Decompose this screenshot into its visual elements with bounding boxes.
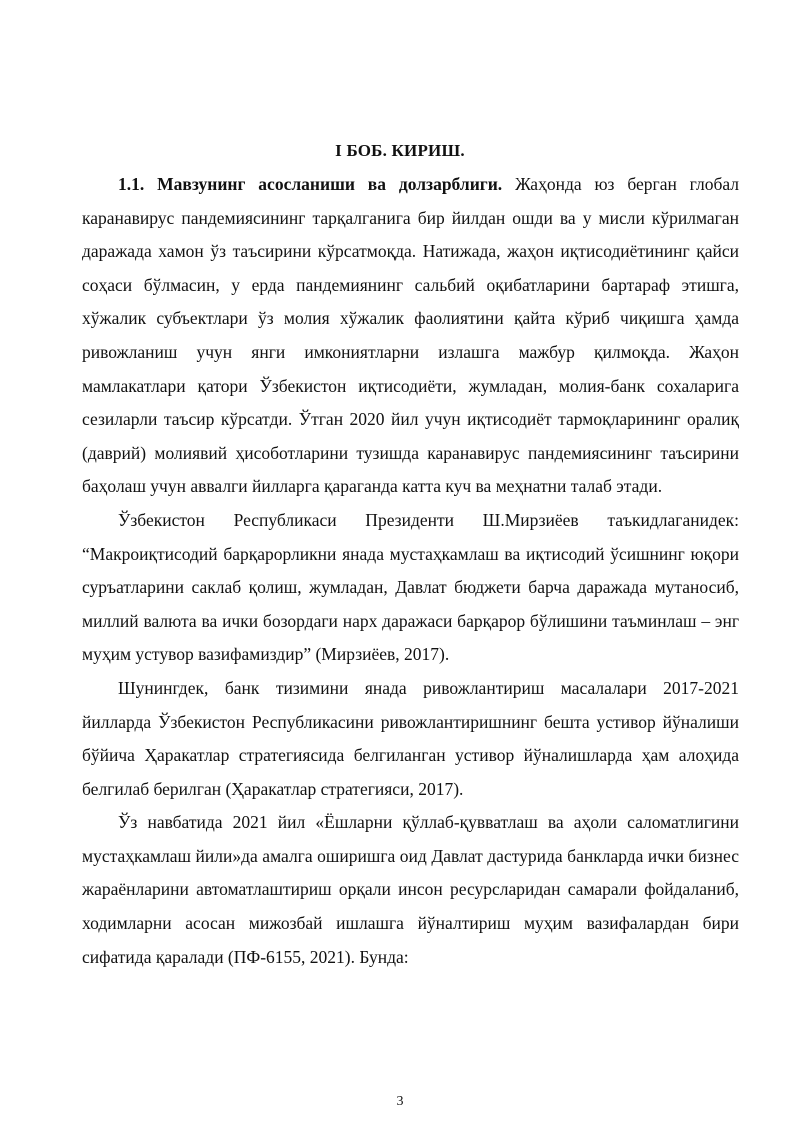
paragraph-1 [82,168,739,504]
paragraph-1-text: Жаҳонда юз берган глобал каранавирус пандемиясининг тарқалганига бир йилдан ошди ва у мисли кўрилмаган даражада хамон ўз таъсирини кўрсатмоқда. Натижада, жаҳон иқтисодиётининг қайси соҳаси бўлмасин, у ерда пандемиянинг сальбий оқибатларини бартараф этишга, хўжалик субъектлари ўз молия хўжалик фаолиятини қайта кўриб чиқишга ҳамда ривожланиш учун янги имкониятларни излашга мажбур қилмоқда. Жаҳон мамлакатлари қатори Ўзбекистон иқтисодиёти, жумладан, молия-банк сохаларига сезиларли таъсир кўрсатди. Ўтган 2020 йил учун иқтисодиёт тармоқларининг оралиқ (даврий) молиявий ҳисоботларини тузишда каранавирус пандемиясининг таъсирини баҳолаш учун аввалги йилларга қараганда катта куч ва меҳнатни талаб этади. [82,174,740,497]
body-text [82,168,739,974]
paragraph-3: Шунингдек, банк тизимини янада ривожлантириш масалалари 2017-2021 йилларда Ўзбекистон Республикасини ривожлантиришнинг бешта устивор йўналиши бўйича Ҳаракатлар стратегиясида белгиланган устивор йўналишларда ҳам алоҳида белгилаб берилган (Ҳаракатлар стратегияси, 2017). [82,677,739,799]
chapter-title: I БОБ. КИРИШ. [335,141,465,160]
section-heading: 1.1. Мавзунинг асосланиши ва долзарблиги. [118,174,503,194]
paragraph-2: Ўзбекистон Республикаси Президенти Ш.Мирзиёев таъкидлаганидек: “Макроиқтисодий барқарорликни янада мустаҳкамлаш ва иқтисодий ўсишнинг юқори суръатларини саклаб қолиш, жумладан, Давлат бюджети барча даражада мутаносиб, миллий валюта ва ички бозордаги нарх даражаси барқарор бўлишини таъминлаш – энг муҳим устувор вазифамиздир” (Мирзиёев, 2017). [82,509,739,665]
paragraph-4: Ўз навбатида 2021 йил «Ёшларни қўллаб-қувватлаш ва аҳоли саломатлигини мустаҳкамлаш йили»да амалга оширишга оид Давлат дастурида банкларда ички бизнес жараёнларини автоматлаштириш орқали инсон ресурсларидан самарали фойдаланиб, ходимларни асосан мижозбай ишлашга йўналтириш муҳим вазифалардан бири сифатида қаралади (ПФ-6155, 2021). Бунда: [82,812,739,967]
page-number: 3 [396,1094,404,1109]
